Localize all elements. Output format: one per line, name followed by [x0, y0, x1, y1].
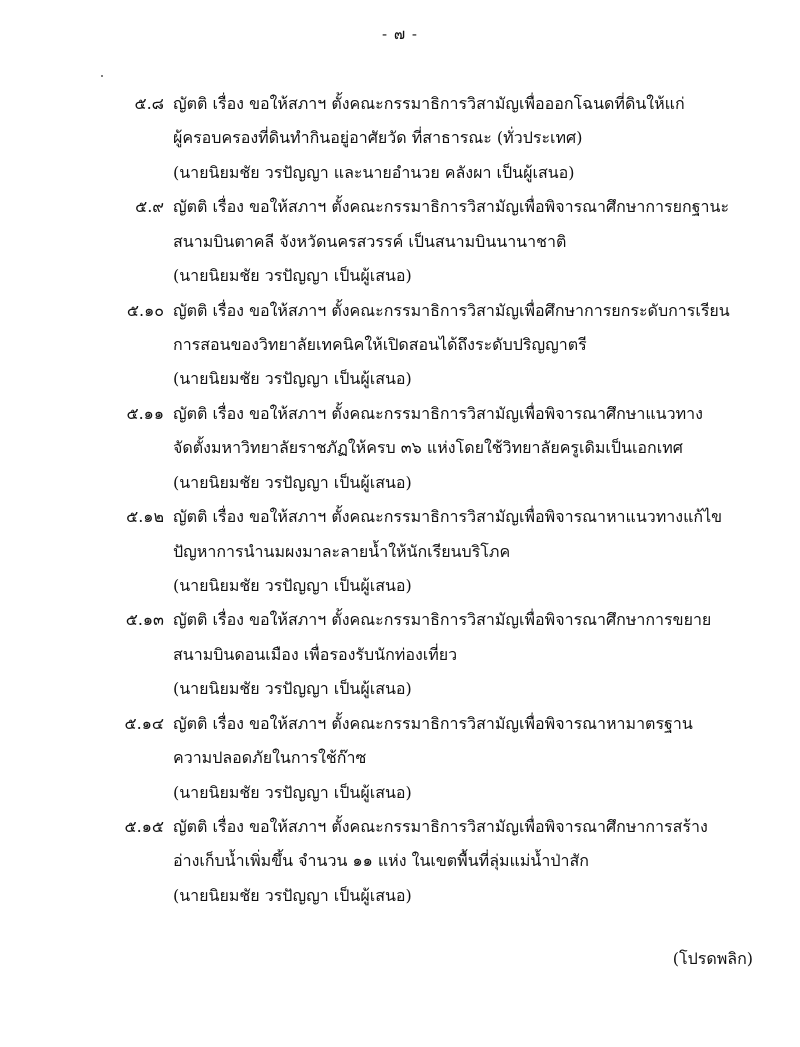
motion-title-line: การสอนของวิทยาลัยเทคนิคให้เปิดสอนได้ถึงระดับปริญญาตรี	[173, 334, 587, 354]
please-turn-over-note: (โปรดพลิก)	[672, 949, 753, 968]
motion-title-line: ญัตติ เรื่อง ขอให้สภาฯ ตั้งคณะกรรมาธิการวิสามัญเพื่อพิจารณาศึกษาแนวทาง	[173, 403, 703, 423]
motion-item	[0, 810, 800, 913]
proposer-line: (นายนิยมชัย วรปัญญา เป็นผู้เสนอ)	[173, 679, 412, 699]
motion-title-line: อ่างเก็บน้ำเพิ่มขึ้น จำนวน ๑๑ แห่ง ในเขตพื้นที่ลุ่มแม่น้ำป่าสัก	[173, 851, 589, 871]
scan-speck	[101, 75, 103, 77]
motion-title-line: ผู้ครอบครองที่ดินทำกินอยู่อาศัยวัด ที่สาธารณะ (ทั่วประเทศ)	[173, 128, 583, 148]
item-number: ๕.๘	[134, 94, 164, 113]
item-body	[173, 294, 763, 397]
motion-item	[0, 87, 800, 190]
item-number: ๕.๑๐	[126, 300, 164, 320]
proposer-line: (นายนิยมชัย วรปัญญา เป็นผู้เสนอ)	[173, 885, 412, 905]
motion-item	[0, 397, 800, 500]
motion-item	[0, 294, 800, 397]
page-number: - ๗ -	[382, 25, 418, 43]
motion-title-line: จัดตั้งมหาวิทยาลัยราชภัฏให้ครบ ๓๖ แห่งโดยใช้วิทยาลัยครูเดิมเป็นเอกเทศ	[173, 438, 683, 458]
motion-item	[0, 707, 800, 810]
item-body	[173, 87, 763, 190]
item-body	[173, 707, 763, 810]
item-number: ๕.๑๑	[126, 403, 164, 423]
item-number: ๕.๑๕	[124, 817, 164, 837]
proposer-line: (นายนิยมชัย วรปัญญา และนายอำนวย คลังผา เป็นผู้เสนอ)	[173, 162, 575, 182]
motion-item	[0, 190, 800, 293]
motion-title-line: ญัตติ เรื่อง ขอให้สภาฯ ตั้งคณะกรรมาธิการวิสามัญเพื่อพิจารณาศึกษาการขยาย	[173, 610, 712, 630]
motion-list	[0, 87, 800, 913]
motion-item	[0, 500, 800, 603]
item-number: ๕.๑๒	[126, 507, 164, 527]
item-number: ๕.๑๓	[125, 610, 164, 630]
motion-title-line: ญัตติ เรื่อง ขอให้สภาฯ ตั้งคณะกรรมาธิการวิสามัญเพื่อพิจารณาหาแนวทางแก้ไข	[173, 507, 723, 527]
proposer-line: (นายนิยมชัย วรปัญญา เป็นผู้เสนอ)	[173, 472, 412, 492]
motion-title-line: ญัตติ เรื่อง ขอให้สภาฯ ตั้งคณะกรรมาธิการวิสามัญเพื่อศึกษาการยกระดับการเรียน	[173, 300, 730, 320]
motion-item	[0, 603, 800, 706]
proposer-line: (นายนิยมชัย วรปัญญา เป็นผู้เสนอ)	[173, 369, 412, 389]
motion-title-line: ญัตติ เรื่อง ขอให้สภาฯ ตั้งคณะกรรมาธิการวิสามัญเพื่อพิจารณาศึกษาการยกฐานะ	[173, 197, 730, 217]
motion-title-line: ญัตติ เรื่อง ขอให้สภาฯ ตั้งคณะกรรมาธิการวิสามัญเพื่อออกโฉนดที่ดินให้แก่	[173, 94, 685, 113]
motion-title-line: ญัตติ เรื่อง ขอให้สภาฯ ตั้งคณะกรรมาธิการวิสามัญเพื่อพิจารณาหามาตรฐาน	[173, 713, 693, 733]
proposer-line: (นายนิยมชัย วรปัญญา เป็นผู้เสนอ)	[173, 266, 412, 286]
item-number: ๕.๑๔	[124, 713, 164, 733]
motion-title-line: ปัญหาการนำนมผงมาละลายน้ำให้นักเรียนบริโภค	[173, 541, 511, 561]
item-number: ๕.๙	[135, 197, 164, 217]
item-body	[173, 190, 763, 293]
proposer-line: (นายนิยมชัย วรปัญญา เป็นผู้เสนอ)	[173, 575, 412, 595]
motion-title-line: สนามบินดอนเมือง เพื่อรองรับนักท่องเที่ยว	[173, 644, 458, 664]
item-body	[173, 603, 763, 706]
item-body	[173, 500, 763, 603]
motion-title-line: สนามบินตาคลี จังหวัดนครสวรรค์ เป็นสนามบินนานาชาติ	[173, 231, 567, 251]
item-body	[173, 810, 763, 913]
motion-title-line: ความปลอดภัยในการใช้ก๊าซ	[173, 748, 367, 768]
motion-title-line: ญัตติ เรื่อง ขอให้สภาฯ ตั้งคณะกรรมาธิการวิสามัญเพื่อพิจารณาศึกษาการสร้าง	[173, 817, 708, 837]
item-body	[173, 397, 763, 500]
proposer-line: (นายนิยมชัย วรปัญญา เป็นผู้เสนอ)	[173, 782, 412, 802]
